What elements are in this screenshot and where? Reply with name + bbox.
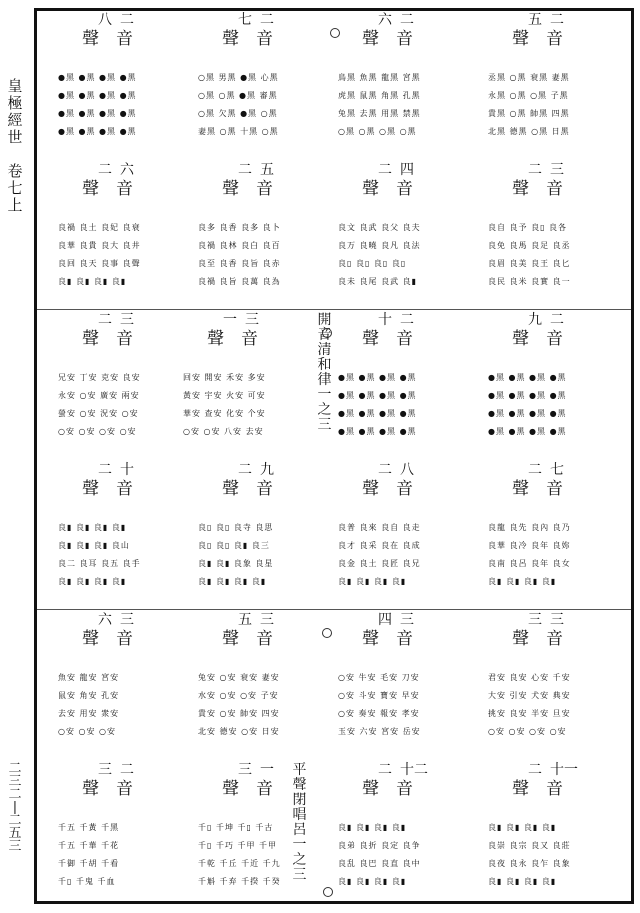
grid-row: 良▮ 良▮ 良▮ 良▮ bbox=[58, 523, 127, 532]
sheng-label: 聲 bbox=[222, 179, 239, 199]
tone-table-cell bbox=[40, 161, 190, 308]
tone-number: 二 bbox=[378, 162, 392, 178]
page-number-char: 二 bbox=[8, 813, 22, 828]
character-grid bbox=[488, 369, 616, 441]
tone-number: 十 bbox=[120, 462, 134, 478]
grid-row: 良弟 良折 良定 良争 bbox=[338, 841, 421, 850]
grid-row: 兄安 丁安 克安 良安 bbox=[58, 373, 141, 382]
grid-row: 千斛 千弃 千揆 千癸 bbox=[198, 877, 281, 886]
tone-table-cell bbox=[180, 761, 330, 908]
sheng-label: 聲 bbox=[362, 779, 379, 799]
grid-row: 鼠安 角安 孔安 bbox=[58, 691, 120, 700]
tone-number: 三 bbox=[550, 162, 564, 178]
title-char: 平 bbox=[292, 762, 307, 778]
margin-title-char: 世 bbox=[7, 128, 23, 146]
tone-number: 二 bbox=[550, 312, 564, 328]
grid-row: 良回 良天 良事 良聲 bbox=[58, 259, 141, 268]
character-grid bbox=[338, 519, 466, 591]
margin-title-char: 上 bbox=[7, 196, 23, 214]
tone-number: 九 bbox=[528, 312, 542, 328]
margin-title-char: 卷 bbox=[7, 162, 23, 180]
grid-row: ●黑 ●黑 ●黑 ●黑 bbox=[338, 391, 417, 400]
grid-row: 良▮ 良▮ 良象 良星 bbox=[198, 559, 274, 568]
grid-row: 虎黑 鼠黑 角黑 孔黑 bbox=[338, 91, 421, 100]
tone-table-cell bbox=[320, 611, 470, 758]
grid-row: 良普 良來 良自 良走 bbox=[338, 523, 421, 532]
sheng-label: 聲 bbox=[82, 329, 99, 349]
character-grid bbox=[338, 669, 466, 741]
grid-row: 千五 千華 千花 bbox=[58, 841, 120, 850]
tone-number: 五 bbox=[528, 12, 542, 28]
grid-row: ○黑 欠黑 ●黑 ○黑 bbox=[198, 109, 278, 118]
tone-heading bbox=[218, 613, 300, 669]
title-char: 之 bbox=[317, 402, 332, 418]
sheng-label: 聲 bbox=[512, 479, 529, 499]
character-grid bbox=[488, 669, 616, 741]
grid-row: 去安 用安 衆安 bbox=[58, 709, 120, 718]
character-grid bbox=[338, 819, 466, 891]
character-grid bbox=[198, 819, 326, 891]
sheng-label: 聲 bbox=[82, 629, 99, 649]
title-char: 一 bbox=[292, 837, 307, 853]
grid-row: 千▯ 千鬼 千血 bbox=[58, 877, 116, 886]
tone-number: 二 bbox=[260, 12, 274, 28]
title-char: 呂 bbox=[292, 822, 307, 838]
sheng-label: 聲 bbox=[512, 29, 529, 49]
tone-table-cell bbox=[320, 311, 470, 458]
grid-row: 水安 ○安 ○安 子安 bbox=[198, 691, 279, 700]
grid-row: 良免 良馬 良足 良丞 bbox=[488, 241, 571, 250]
tone-heading bbox=[508, 163, 590, 219]
grid-row: ●黑 ●黑 ●黑 ●黑 bbox=[488, 409, 567, 418]
tone-number: 三 bbox=[238, 762, 252, 778]
grid-row: 永黑 ○黑 ○黑 子黑 bbox=[488, 91, 569, 100]
tone-table-cell bbox=[180, 161, 330, 308]
tone-table-cell bbox=[470, 611, 620, 758]
grid-row: ○安 ○安 八安 去安 bbox=[183, 427, 264, 436]
tone-table-cell bbox=[40, 761, 190, 908]
character-grid bbox=[183, 369, 311, 441]
tone-number: 七 bbox=[550, 462, 564, 478]
grid-row: 千五 千黃 千黑 bbox=[58, 823, 120, 832]
tone-heading bbox=[358, 163, 440, 219]
grid-row: 良自 良予 良▯ 良各 bbox=[488, 223, 568, 232]
sheng-label: 聲 bbox=[222, 629, 239, 649]
page-number-char: 三 bbox=[8, 839, 22, 854]
grid-row: 良▯ 良▯ 良寺 良思 bbox=[198, 523, 274, 532]
tone-number: 三 bbox=[260, 612, 274, 628]
margin-title-char: 皇 bbox=[7, 77, 23, 95]
character-grid bbox=[488, 519, 616, 591]
grid-row: 良▮ 良▮ 良▮ 良▮ bbox=[338, 823, 407, 832]
tone-heading bbox=[203, 313, 285, 369]
grid-row: 良金 良土 良匠 良兄 bbox=[338, 559, 421, 568]
grid-row: 北黑 德黑 ○黑 日黑 bbox=[488, 127, 570, 136]
yin-label: 音 bbox=[546, 779, 563, 799]
grid-row: 良▯ 良▯ 良▮ 良三 bbox=[198, 541, 270, 550]
tone-number: 六 bbox=[378, 12, 392, 28]
sheng-label: 聲 bbox=[82, 179, 99, 199]
tone-heading bbox=[78, 13, 160, 69]
tone-number: 三 bbox=[528, 612, 542, 628]
grid-row: 貴黑 ○黑 帥黑 四黑 bbox=[488, 109, 570, 118]
grid-row: 良才 良采 良在 良成 bbox=[338, 541, 421, 550]
tone-heading bbox=[508, 763, 590, 819]
tone-number: 二 bbox=[98, 162, 112, 178]
tone-number: 二 bbox=[550, 12, 564, 28]
tone-table-cell bbox=[470, 311, 620, 458]
grid-row: 良▮ 良▮ 良▮ 良▮ bbox=[198, 577, 267, 586]
grid-row: 黃安 宇安 火安 可安 bbox=[183, 391, 266, 400]
tone-table-cell bbox=[320, 461, 470, 608]
book-title-margin bbox=[0, 78, 30, 214]
sheng-label: 聲 bbox=[362, 29, 379, 49]
grid-row: 大安 引安 犬安 典安 bbox=[488, 691, 571, 700]
sheng-label: 聲 bbox=[512, 779, 529, 799]
grid-row: 良華 良貴 良大 良井 bbox=[58, 241, 141, 250]
tone-heading bbox=[218, 463, 300, 519]
character-grid bbox=[198, 69, 326, 141]
character-grid bbox=[58, 219, 186, 291]
tone-number: 二 bbox=[120, 762, 134, 778]
grid-row: 良眉 良美 良王 良匕 bbox=[488, 259, 571, 268]
yin-label: 音 bbox=[546, 479, 563, 499]
grid-row: ○安 ○安 ○安 ○安 bbox=[58, 427, 137, 436]
character-grid bbox=[198, 519, 326, 591]
tone-heading bbox=[508, 613, 590, 669]
tone-number: 三 bbox=[245, 312, 259, 328]
grid-row: ●黑 ●黑 ●黑 ●黑 bbox=[58, 73, 137, 82]
tone-number: 三 bbox=[400, 612, 414, 628]
tone-heading bbox=[218, 13, 300, 69]
tone-number: 二 bbox=[528, 462, 542, 478]
grid-row: 良民 良米 良實 良一 bbox=[488, 277, 571, 286]
yin-label: 音 bbox=[396, 629, 413, 649]
grid-row: ●黑 ●黑 ●黑 ●黑 bbox=[488, 427, 567, 436]
grid-row: ●黑 ●黑 ●黑 ●黑 bbox=[488, 373, 567, 382]
yin-label: 音 bbox=[256, 779, 273, 799]
tone-table-cell bbox=[180, 461, 330, 608]
tone-heading bbox=[508, 313, 590, 369]
margin-title-char bbox=[0, 146, 30, 163]
grid-row: ○安 牛安 毛安 刀安 bbox=[338, 673, 420, 682]
title-char: 一 bbox=[317, 387, 332, 403]
sheng-label: 聲 bbox=[512, 629, 529, 649]
yin-label: 音 bbox=[396, 179, 413, 199]
tone-table-cell bbox=[40, 461, 190, 608]
title-char: 清 bbox=[317, 342, 332, 358]
grid-row: 良夜 良永 良乍 良象 bbox=[488, 859, 571, 868]
grid-row: ○安 ○安 ○安 bbox=[58, 727, 117, 736]
grid-row: ○安 斗安 寶安 早安 bbox=[338, 691, 420, 700]
grid-row: 妻黑 ○黑 十黑 ○黑 bbox=[198, 127, 279, 136]
margin-title-char: 極 bbox=[7, 94, 23, 112]
tone-table-cell bbox=[470, 11, 620, 158]
grid-row: 良龍 良先 良內 良乃 bbox=[488, 523, 571, 532]
character-grid bbox=[58, 519, 186, 591]
grid-row: 兔安 ○安 衰安 妻安 bbox=[198, 673, 280, 682]
character-grid bbox=[338, 69, 466, 141]
margin-title-char: 經 bbox=[7, 111, 23, 129]
grid-row: 千▯ 千坤 千▯ 千古 bbox=[198, 823, 274, 832]
title-char: 聲 bbox=[292, 777, 307, 793]
grid-row: ●黑 ●黑 ●黑 ●黑 bbox=[58, 91, 137, 100]
grid-row: ●黑 ●黑 ●黑 ●黑 bbox=[488, 391, 567, 400]
tone-heading bbox=[78, 763, 160, 819]
grid-row: 良▮ 良▮ 良▮ 良▮ bbox=[338, 577, 407, 586]
yin-label: 音 bbox=[256, 629, 273, 649]
page-frame bbox=[34, 8, 634, 904]
grid-row: 丞黑 ○黑 衰黑 妻黑 bbox=[488, 73, 570, 82]
yin-label: 音 bbox=[256, 29, 273, 49]
character-grid bbox=[58, 669, 186, 741]
yin-label: 音 bbox=[116, 179, 133, 199]
grid-row: 華安 查安 化安 个安 bbox=[183, 409, 266, 418]
grid-row: 良▮ 良▮ 良▮ 良▮ bbox=[488, 823, 557, 832]
yin-label: 音 bbox=[546, 29, 563, 49]
sheng-label: 聲 bbox=[222, 29, 239, 49]
title-char: 唱 bbox=[292, 807, 307, 823]
grid-row: ●黑 ●黑 ●黑 ●黑 bbox=[338, 373, 417, 382]
grid-row: 良万 良曉 良凡 良法 bbox=[338, 241, 421, 250]
tone-table-cell bbox=[470, 461, 620, 608]
tone-heading bbox=[358, 13, 440, 69]
grid-row: ○黑 ○黑 ●黑 審黑 bbox=[198, 91, 278, 100]
grid-row: 良▯ 良▯ 良▯ 良▯ bbox=[338, 259, 407, 268]
tone-table-cell bbox=[40, 11, 190, 158]
grid-row: 良乱 良巴 良直 良中 bbox=[338, 859, 421, 868]
sheng-label: 聲 bbox=[82, 29, 99, 49]
tone-number: 三 bbox=[120, 312, 134, 328]
character-grid bbox=[58, 819, 186, 891]
grid-row: 良禍 良林 良白 良百 bbox=[198, 241, 281, 250]
yin-label: 音 bbox=[256, 179, 273, 199]
tone-table-cell bbox=[320, 761, 470, 908]
tone-table-cell bbox=[165, 311, 315, 458]
tone-table-cell bbox=[180, 11, 330, 158]
tone-number: 三 bbox=[120, 612, 134, 628]
tone-number: 二 bbox=[528, 162, 542, 178]
tone-number: 五 bbox=[238, 612, 252, 628]
grid-row: 千御 千胡 千看 bbox=[58, 859, 120, 868]
tone-heading bbox=[358, 463, 440, 519]
grid-row: 良南 良呂 良年 良女 bbox=[488, 559, 571, 568]
grid-row: ●黑 ●黑 ●黑 ●黑 bbox=[58, 127, 137, 136]
tone-number: 十二 bbox=[400, 762, 428, 778]
sheng-label: 聲 bbox=[362, 629, 379, 649]
grid-row: 良禍 良土 良妃 良衰 bbox=[58, 223, 141, 232]
tone-number: 二 bbox=[98, 312, 112, 328]
tone-number: 十一 bbox=[550, 762, 578, 778]
tone-number: 一 bbox=[260, 762, 274, 778]
grid-row: 良文 良武 良父 良夫 bbox=[338, 223, 421, 232]
grid-row: ○安 奏安 報安 孝安 bbox=[338, 709, 420, 718]
grid-row: 魚安 龍安 宮安 bbox=[58, 673, 120, 682]
tone-number: 四 bbox=[400, 162, 414, 178]
yin-label: 音 bbox=[546, 329, 563, 349]
yin-label: 音 bbox=[116, 629, 133, 649]
tone-heading bbox=[78, 613, 160, 669]
grid-row: 良▮ 良▮ 良▮ 良▮ bbox=[488, 577, 557, 586]
character-grid bbox=[488, 219, 616, 291]
character-grid bbox=[338, 369, 466, 441]
character-grid bbox=[338, 219, 466, 291]
tone-heading bbox=[358, 313, 440, 369]
yin-label: 音 bbox=[396, 479, 413, 499]
tone-table-cell bbox=[320, 161, 470, 308]
page-number-char: 五 bbox=[8, 826, 22, 841]
tone-number: 二 bbox=[378, 462, 392, 478]
grid-row: 挑安 良安 半安 旦安 bbox=[488, 709, 571, 718]
tone-heading bbox=[78, 313, 160, 369]
grid-row: 兔黑 去黑 用黑 禁黑 bbox=[338, 109, 421, 118]
grid-row: 貴安 ○安 帥安 四安 bbox=[198, 709, 280, 718]
tone-number: 三 bbox=[550, 612, 564, 628]
band-divider bbox=[37, 309, 631, 310]
character-grid bbox=[198, 219, 326, 291]
tone-number: 二 bbox=[98, 462, 112, 478]
title-char: 閉 bbox=[292, 792, 307, 808]
grid-row: 永安 ○安 廣安 兩安 bbox=[58, 391, 140, 400]
sheng-label: 聲 bbox=[82, 479, 99, 499]
tone-number: 二 bbox=[238, 462, 252, 478]
grid-row: 鳥黑 魚黑 龍黑 宮黑 bbox=[338, 73, 421, 82]
grid-row: 千乾 千丘 千近 千九 bbox=[198, 859, 281, 868]
page-number-margin bbox=[0, 762, 30, 853]
sheng-label: 聲 bbox=[207, 329, 224, 349]
tone-heading bbox=[78, 163, 160, 219]
sheng-label: 聲 bbox=[362, 329, 379, 349]
tone-number: 五 bbox=[260, 162, 274, 178]
grid-row: 北安 德安 ○安 日安 bbox=[198, 727, 280, 736]
tone-heading bbox=[78, 463, 160, 519]
sheng-label: 聲 bbox=[512, 329, 529, 349]
tone-table-cell bbox=[470, 161, 620, 308]
title-char: 和 bbox=[317, 357, 332, 373]
title-char: 開 bbox=[317, 312, 332, 328]
tone-number: 八 bbox=[98, 12, 112, 28]
tone-number: 九 bbox=[260, 462, 274, 478]
tone-number: 六 bbox=[98, 612, 112, 628]
character-grid bbox=[58, 69, 186, 141]
grid-row: 良二 良耳 良五 良手 bbox=[58, 559, 141, 568]
page-number-char: 二 bbox=[8, 761, 22, 776]
tone-heading bbox=[358, 763, 440, 819]
grid-row: 螢安 ○安 況安 ○安 bbox=[58, 409, 139, 418]
grid-row: 玉安 六安 宮安 岳安 bbox=[338, 727, 421, 736]
grid-row: ●黑 ●黑 ●黑 ●黑 bbox=[338, 427, 417, 436]
yin-label: 音 bbox=[116, 29, 133, 49]
title-char: 之 bbox=[292, 852, 307, 868]
tone-table-cell bbox=[40, 611, 190, 758]
tone-number: 六 bbox=[120, 162, 134, 178]
tone-table-cell bbox=[320, 11, 470, 158]
page-number-char: 二 bbox=[8, 787, 22, 802]
tone-number: 七 bbox=[238, 12, 252, 28]
tone-number: 一 bbox=[223, 312, 237, 328]
yin-label: 音 bbox=[396, 29, 413, 49]
band-divider bbox=[37, 609, 631, 610]
title-char: 律 bbox=[317, 372, 332, 388]
tone-number: 二 bbox=[120, 12, 134, 28]
grid-row: 良▮ 良▮ 良▮ 良▮ bbox=[488, 877, 557, 886]
sheng-label: 聲 bbox=[362, 179, 379, 199]
page-number-char: 三 bbox=[8, 774, 22, 789]
tone-number: 四 bbox=[378, 612, 392, 628]
grid-row: 良▮ 良▮ 良▮ 良▮ bbox=[58, 577, 127, 586]
grid-row: 良▮ 良▮ 良▮ 良▮ bbox=[338, 877, 407, 886]
grid-row: 良▮ 良▮ 良▮ 良▮ bbox=[58, 277, 127, 286]
sheng-label: 聲 bbox=[82, 779, 99, 799]
grid-row: 良崇 良宗 良又 良莊 bbox=[488, 841, 571, 850]
tone-heading bbox=[508, 463, 590, 519]
tone-number: 二 bbox=[238, 162, 252, 178]
tone-number: 二 bbox=[528, 762, 542, 778]
grid-row: 回安 開安 禾安 多安 bbox=[183, 373, 266, 382]
yin-label: 音 bbox=[396, 779, 413, 799]
tone-number: 十 bbox=[378, 312, 392, 328]
grid-row: ●黑 ●黑 ●黑 ●黑 bbox=[338, 409, 417, 418]
tone-table-cell bbox=[180, 611, 330, 758]
title-char: 三 bbox=[317, 417, 332, 433]
tone-table-cell bbox=[470, 761, 620, 908]
sheng-label: 聲 bbox=[222, 779, 239, 799]
tone-number: 八 bbox=[400, 462, 414, 478]
sheng-label: 聲 bbox=[512, 179, 529, 199]
tone-number: 二 bbox=[400, 312, 414, 328]
grid-row: ○黑 ○黑 ○黑 ○黑 bbox=[338, 127, 417, 136]
tone-heading bbox=[218, 763, 300, 819]
sheng-label: 聲 bbox=[362, 479, 379, 499]
title-char: 音 bbox=[317, 327, 332, 343]
character-grid bbox=[198, 669, 326, 741]
grid-row: 良禍 良旨 良萬 良為 bbox=[198, 277, 281, 286]
grid-row: 良▮ 良▮ 良▮ 良山 bbox=[58, 541, 130, 550]
yin-label: 音 bbox=[256, 479, 273, 499]
grid-row: 良未 良尾 良武 良▮ bbox=[338, 277, 418, 286]
grid-row: ○安 ○安 ○安 ○安 bbox=[488, 727, 567, 736]
grid-row: 千▯ 千巧 千甲 千甲 bbox=[198, 841, 278, 850]
yin-label: 音 bbox=[116, 329, 133, 349]
grid-row: 良至 良香 良旨 良赤 bbox=[198, 259, 281, 268]
grid-row: 君安 良安 心安 千安 bbox=[488, 673, 571, 682]
yin-label: 音 bbox=[546, 629, 563, 649]
yin-label: 音 bbox=[396, 329, 413, 349]
tone-number: 三 bbox=[98, 762, 112, 778]
grid-row: 良華 良冷 良年 良妳 bbox=[488, 541, 571, 550]
sheng-label: 聲 bbox=[222, 479, 239, 499]
grid-row: ●黑 ●黑 ●黑 ●黑 bbox=[58, 109, 137, 118]
page-number-char: | bbox=[12, 800, 18, 815]
grid-row: ○黑 男黑 ●黑 心黑 bbox=[198, 73, 279, 82]
yin-label: 音 bbox=[241, 329, 258, 349]
yin-label: 音 bbox=[546, 179, 563, 199]
tone-number: 二 bbox=[400, 12, 414, 28]
title-char: 三 bbox=[292, 867, 307, 883]
tone-heading bbox=[508, 13, 590, 69]
tone-number: 二 bbox=[378, 762, 392, 778]
tone-heading bbox=[358, 613, 440, 669]
tone-heading bbox=[218, 163, 300, 219]
character-grid bbox=[488, 69, 616, 141]
margin-title-char: 七 bbox=[7, 179, 23, 197]
grid-row: 良多 良香 良多 良卜 bbox=[198, 223, 281, 232]
yin-label: 音 bbox=[116, 479, 133, 499]
yin-label: 音 bbox=[116, 779, 133, 799]
character-grid bbox=[488, 819, 616, 891]
